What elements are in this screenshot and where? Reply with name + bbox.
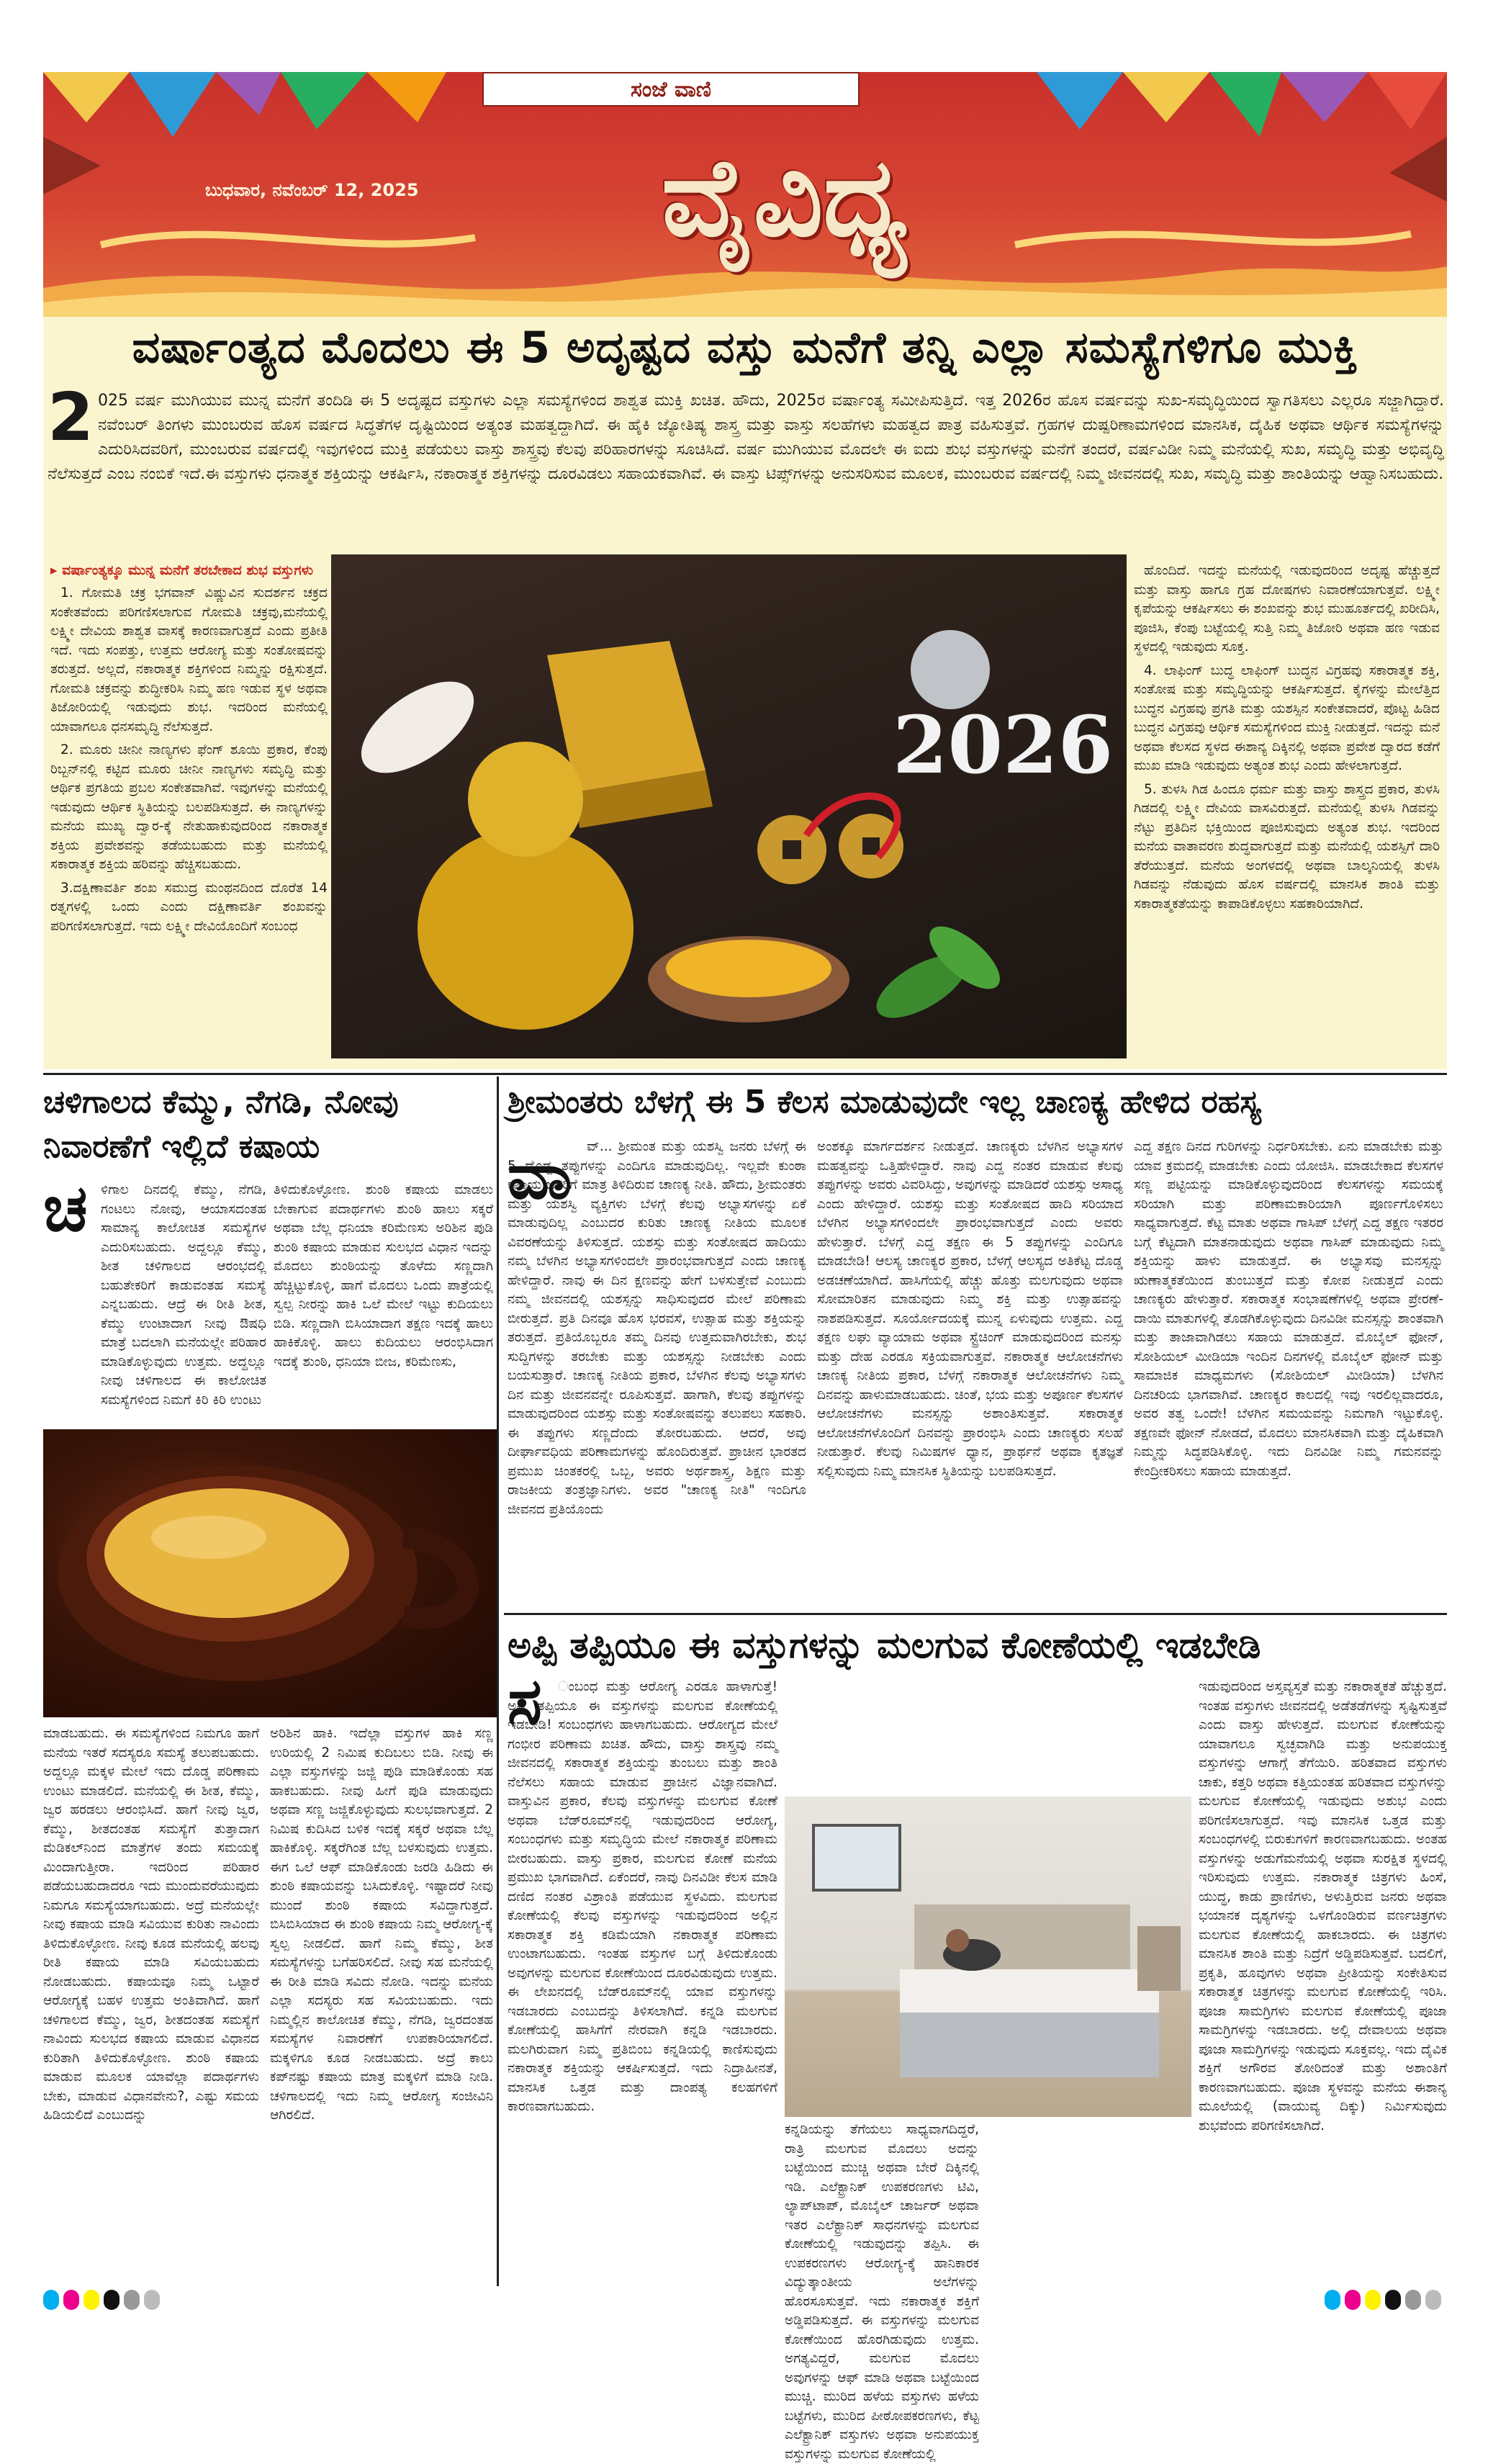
chanakya-col-1: ವ್... ಶ್ರೀಮಂತ ಮತ್ತು ಯಶಸ್ವಿ ಜನರು ಬೆಳಗ್ಗೆ ಈ 5 ದೊಡ್ಡ ತಪ್ಪುಗಳನ್ನು ಎಂದಿಗೂ ಮಾಡುವುದಿಲ್ಲ. ಇಲ್ಲವೇ ಕುಂಠಾ ಕಷಾಯ ಜನರಿಗೆ ಮಾತ್ರ ತಿಳಿದಿರುವ ಚಾಣಕ್ಯ ನೀತಿ. ಹೌದು, ಶ್ರೀಮಂತರು ಮತ್ತು ಯಶಸ್ವಿ ವ್ಯಕ್ತಿಗಳು ಬೆಳಗ್ಗೆ ಕೆಲವು ಅಭ್ಯಾಸಗಳನ್ನು ಏಕೆ ಮಾಡುವುದಿಲ್ಲ ಎಂಬುದರ ಕುರಿತು ಚಾಣಕ್ಯ ನೀತಿಯ ಮೂಲಕ ವಿವರಣೆಯನ್ನು ತಿಳಿಸುತ್ತದೆ. ಯಶಸ್ಸು ಮತ್ತು ಸಂತೋಷದ ಹಾದಿಯು ನಮ್ಮ ಬೆಳಗಿನ ಅಭ್ಯಾಸಗಳಿಂದಲೇ ಪ್ರಾರಂಭವಾಗುತ್ತದೆ ಎಂದು ಚಾಣಕ್ಯ ಹೇಳಿದ್ದಾರೆ. ನಾವು ಈ ದಿನ ಕ್ಷಣವನ್ನು ಹೇಗೆ ಬಳಸುತ್ತೇವೆ ಎಂಬುದು ನಮ್ಮ ಜೀವನದಲ್ಲಿ ಯಶಸ್ಸನ್ನು ಸಾಧಿಸುವುದರ ಮೇಲೆ ಪರಿಣಾಮ ಬೀರುತ್ತದೆ. ಪ್ರತಿ ದಿನವೂ ಹೊಸ ಭರವಸೆ, ಉತ್ಸಾಹ ಮತ್ತು ಶಕ್ತಿಯನ್ನು ತರುತ್ತದೆ. ಪ್ರತಿಯೊಬ್ಬರೂ ತಮ್ಮ ದಿನವು ಉತ್ತಮವಾಗಿರಬೇಕು, ಶುಭ ಸುದ್ದಿಗಳನ್ನು ತರಬೇಕು ಮತ್ತು ಯಶಸ್ಸನ್ನು ನೀಡಬೇಕು ಎಂದು ಬಯಸುತ್ತಾರೆ. ಚಾಣಕ್ಯ ನೀತಿಯ ಪ್ರಕಾರ, ಬೆಳಗಿನ ಕೆಲವು ಅಭ್ಯಾಸಗಳು ದಿನ ಮತ್ತು ಜೀವನವನ್ನೇ ರೂಪಿಸುತ್ತವೆ. ಹಾಗಾಗಿ, ಕೆಲವು ತಪ್ಪುಗಳನ್ನು ಮಾಡುವುದರಿಂದ ಯಶಸ್ಸು ಮತ್ತು ಸಂತೋಷವನ್ನು ತಲುಪಲು ಸಹಕಾರಿ. ಈ ತಪ್ಪುಗಳು ಸಣ್ಣದೆಂದು ತೋರಬಹುದು. ಆದರೆ, ಅವು ದೀರ್ಘಾವಧಿಯ ಪರಿಣಾಮಗಳನ್ನು ಹೊಂದಿರುತ್ತವೆ. ಪ್ರಾಚೀನ ಭಾರತದ ಪ್ರಮುಖ ಚಿಂತಕರಲ್ಲಿ ಒಬ್ಬ, ಅವರು ಅರ್ಥಶಾಸ್ತ್ರ, ಶಿಕ್ಷಣ ಮತ್ತು ರಾಜಕೀಯ ತಂತ್ರಜ್ಞಾನಿಗಳು. ಅವರ "ಚಾಣಕ್ಯ ನೀತಿ" ಇಂದಿಗೂ ಜೀವನದ ಪ್ರತಿಯೊಂದು <box>508 1139 806 1517</box>
wall-painting-icon <box>813 1825 900 1890</box>
kashaya-col-1: ಳಿಗಾಲ ದಿನದಲ್ಲಿ ಕೆಮ್ಮು, ನೆಗಡಿ, ಗಂಟಲು ನೋವು, ಆಯಾಸದಂತಹ ಸಾಮಾನ್ಯ ಕಾಲೋಚಿತ ಸಮಸ್ಯೆಗಳ ಎದುರಿಸಬಹುದು. ಅದ್ದಲ್ಲೂ ಕೆಮ್ಮು, ಶೀತ ಚಳಿಗಾಲದ ಆರಂಭದಲ್ಲಿ ಬಹುತೇಕರಿಗೆ ಕಾಡುವಂತಹ ಸಮಸ್ಯೆ ಎನ್ನಬಹುದು. ಆದ್ರೆ ಈ ರೀತಿ ಶೀತ, ಕೆಮ್ಮು ಉಂಟಾದಾಗ ನೀವು ಔಷಧಿ ಮಾತ್ರೆ ಬದಲಾಗಿ ಮನೆಯಲ್ಲೇ ಪರಿಹಾರ ಮಾಡಿಕೊಳ್ಳುವುದು ಉತ್ತಮ. ಅದ್ದಲ್ಲೂ ನೀವು ಚಳಿಗಾಲದ ಈ ಕಾಲೋಚಿತ ಸಮಸ್ಯೆಗಳಿಂದ ನಿಮಗೆ ಕಿರಿ ಕಿರಿ ಉಂಟು <box>101 1182 266 1408</box>
bedroom-illustration <box>785 1797 1191 2117</box>
bedroom-col-2b <box>990 2121 1191 2283</box>
chanakya-headline: ಶ್ರೀಮಂತರು ಬೆಳಗ್ಗೆ ಈ 5 ಕೆಲಸ ಮಾಡುವುದೇ ಇಲ್ಲ ಚಾಣಕ್ಯ ಹೇಳಿದ ರಹಸ್ಯ <box>508 1084 1261 1120</box>
tea-cup-illustration <box>43 1429 497 1717</box>
lead-para: ಹೊಂದಿದೆ. ಇದನ್ನು ಮನೆಯಲ್ಲಿ ಇಡುವುದರಿಂದ ಅದೃಷ್ಟ ಹೆಚ್ಚುತ್ತದೆ ಮತ್ತು ವಾಸ್ತು ಹಾಗೂ ಗ್ರಹ ದೋಷಗಳು ನಿವಾರಣೆಯಾಗುತ್ತವೆ. ಲಕ್ಷ್ಮೀ ಕೃಪೆಯನ್ನು ಆಕರ್ಷಿಸಲು ಈ ಶಂಖವನ್ನು ಶುಭ ಮುಹೂರ್ತದಲ್ಲಿ ಖರೀದಿಸಿ, ಪೂಜಿಸಿ, ಕೆಂಪು ಬಟ್ಟೆಯಲ್ಲಿ ಸುತ್ತಿ ನಿಮ್ಮ ತಿಜೋರಿ ಅಥವಾ ಹಣ ಇಡುವ ಸ್ಥಳದಲ್ಲಿ ಇಡುವುದು ಸೂಕ್ತ. <box>1134 563 1440 655</box>
kashaya-col-3: ಮಾಡಬಹುದು. ಈ ಸಮಸ್ಯೆಗಳಿಂದ ನಿಮಗೂ ಹಾಗೆ ಮನೆಯ ಇತರೆ ಸದಸ್ಯರೂ ಸಮಸ್ಯೆ ತಲುಪಬಹುದು. ಅದ್ದಲ್ಲೂ ಮಕ್ಕಳ ಮೇಲೆ ಇದು ದೊಡ್ಡ ಪರಿಣಾಮ ಉಂಟು ಮಾಡಲಿದೆ. ಮನೆಯಲ್ಲಿ ಈ ಶೀತ, ಕೆಮ್ಮು, ಜ್ವರ ಹರಡಲು ಆರಂಭಿಸಿದೆ. ಹಾಗೆ ನೀವು ಜ್ವರ, ಕೆಮ್ಮು, ಶೀತದಂತಹ ಸಮಸ್ಯೆಗೆ ತುತ್ತಾದಾಗ ಮೆಡಿಕಲ್‌ನಿಂದ ಮಾತ್ರೆಗಳ ತಂದು ಸಮಯಕ್ಕೆ ಮಿಂದಾಗುತ್ತೀರಾ. ಇದರಿಂದ ಪರಿಹಾರ ಪಡೆಯಬಹುದಾದರೂ ಇದು ಮುಂದುವರೆಯುವುದು ನಿಮಗೂ ಸಮಸ್ಯೆಯಾಗಬಹುದು. ಅದ್ರೆ ಮನೆಯಲ್ಲೇ ನೀವು ಕಷಾಯ ಮಾಡಿ ಸವಿಯುವ ಕುರಿತು ನಾವಿಂದು ತಿಳಿದುಕೊಳ್ಳೋಣ. ನೀವು ಕೂಡ ಮನೆಯಲ್ಲಿ ಹಲವು ರೀತಿ ಕಷಾಯ ಮಾಡಿ ಸವಿಯಬಹುದು ನೋಡಬಹುದು. ಕಷಾಯವೂ ನಿಮ್ಮ ಒಟ್ಟಾರೆ ಆರೋಗ್ಯಕ್ಕೆ ಬಹಳ ಉತ್ತಮ ಅಂತಿವಾಗಿದೆ. ಹಾಗೆ ಚಳಿಗಾಲದ ಕೆಮ್ಮು, ಜ್ವರ, ಶೀತದಂತಹ ಸಮಸ್ಯೆಗೆ ನಾವಿಂದು ಸುಲಭದ ಕಷಾಯ ಮಾಡುವ ವಿಧಾನದ ಕುರಿತಾಗಿ ತಿಳಿದುಕೊಳ್ಳೋಣ. ಶುಂಠಿ ಕಷಾಯ ಮಾಡುವ ಮೂಲಕ ಯಾವೆಲ್ಲಾ ಪದಾರ್ಥಗಳು ಬೇಕು, ಮಾಡುವ ವಿಧಾನವೇನು?, ಎಷ್ಟು ಸಮಯ ಹಿಡಿಯಲಿದೆ ಎಂಬುದನ್ನು <box>43 1726 259 2123</box>
bedroom-dropcap: ಸ <box>508 1663 542 1740</box>
kashaya-dropcap: ಚ <box>43 1170 88 1246</box>
lead-intro-text: 025 ವರ್ಷ ಮುಗಿಯುವ ಮುನ್ನ ಮನೆಗೆ ತಂದಿಡಿ ಈ 5 ಅದೃಷ್ಟದ ವಸ್ತುಗಳು ಎಲ್ಲಾ ಸಮಸ್ಯೆಗಳಿಂದ ಶಾಶ್ವತ ಮುಕ್ತಿ ಖಚಿತ. ಹೌದು, 2025ರ ವರ್ಷಾಂತ್ಯ ಸಮೀಪಿಸುತ್ತಿದೆ. ಇತ್ತ 2026ರ ಹೊಸ ವರ್ಷವನ್ನು ಸುಖ-ಸಮೃದ್ಧಿಯಿಂದ ಸ್ವಾಗತಿಸಲು ಎಲ್ಲರೂ ಸಜ್ಜಾಗಿದ್ದಾರೆ. ನವೆಂಬರ್ ತಿಂಗಳು ಮುಂಬರುವ ಹೊಸ ವರ್ಷದ ಸಿದ್ಧತೆಗಳ ದೃಷ್ಟಿಯಿಂದ ಅತ್ಯಂತ ಮಹತ್ವದ್ದಾಗಿದೆ. ಈ ಹೈಕಿ ಜ್ಯೋತಿಷ್ಯ ಶಾಸ್ತ್ರ ಮತ್ತು ವಾಸ್ತು ಸಲಹೆಗಳು ಮಹತ್ವದ ಪಾತ್ರ ವಹಿಸುತ್ತವೆ. ಗ್ರಹಗಳ ದುಷ್ಪರಿಣಾಮಗಳಿಂದ ಮಾನಸಿಕ, ದೈಹಿಕ ಅಥವಾ ಆರ್ಥಿಕ ಸಮಸ್ಯೆಗಳನ್ನು ಎದುರಿಸಿದವರಿಗೆ, ಮುಂಬರುವ ವರ್ಷದಲ್ಲಿ ಇವುಗಳಿಂದ ಮುಕ್ತಿ ಪಡೆಯಲು ವಾಸ್ತು ಶಾಸ್ತ್ರವು ಕೆಲವು ಪರಿಹಾರಗಳನ್ನು ಸೂಚಿಸಿದೆ. ವರ್ಷ ಮುಗಿಯುವ ಮೊದಲೇ ಈ ಐದು ಶುಭ ವಸ್ತುಗಳನ್ನು ಮನೆಗೆ ತಂದರೆ, ವರ್ಷವಿಡೀ ನಿಮ್ಮ ಮನೆಯಲ್ಲಿ ಸುಖ, ಸಮೃದ್ಧಿ ಮತ್ತು ಅಭಿವೃದ್ಧಿ ನೆಲೆಸುತ್ತದೆ ಎಂಬ ನಂಬಿಕೆ ಇದೆ.ಈ ವಸ್ತುಗಳು ಧನಾತ್ಮಕ ಶಕ್ತಿಯನ್ನು ಆಕರ್ಷಿಸಿ, ನಕಾರಾತ್ಮಕ ಶಕ್ತಿಗಳನ್ನು ದೂರವಿಡಲು ಸಹಾಯಕವಾಗಿವೆ. ಈ ವಾಸ್ತು ಟಿಪ್ಸ್‌ಗಳನ್ನು ಅನುಸರಿಸುವ ಮೂಲಕ, ಮುಂಬರುವ ವರ್ಷದಲ್ಲಿ ನಿಮ್ಮ ಜೀವನದಲ್ಲಿ ಸುಖ, ಸಮೃದ್ಧಿ ಮತ್ತು ಶಾಂತಿಯನ್ನು ಆಹ್ವಾನಿಸಬಹುದು. <box>48 392 1444 483</box>
ginger-tea-photo <box>43 1429 497 1717</box>
lead-para: 1. ಗೋಮತಿ ಚಕ್ರ ಭಗವಾನ್ ವಿಷ್ಣುವಿನ ಸುದರ್ಶನ ಚಕ್ರದ ಸಂಕೇತವೆಂದು ಪರಿಗಣಿಸಲಾಗುವ ಗೋಮತಿ ಚಕ್ರವು,ಮನೆಯಲ್ಲಿ ಲಕ್ಷ್ಮೀ ದೇವಿಯ ಶಾಶ್ವತ ವಾಸಕ್ಕೆ ಕಾರಣವಾಗುತ್ತದೆ ಎಂದು ಪ್ರತೀತಿ ಇದೆ. ಇದು ಸಂಪತ್ತು, ಉತ್ತಮ ಆರೋಗ್ಯ ಮತ್ತು ಸಂತೋಷವನ್ನು ತರುತ್ತದೆ. ಅಲ್ಲದೆ, ನಕಾರಾತ್ಮಕ ಶಕ್ತಿಗಳಿಂದ ನಿಮ್ಮನ್ನು ರಕ್ಷಿಸುತ್ತದೆ. ಗೋಮತಿ ಚಕ್ರವನ್ನು ಶುದ್ಧೀಕರಿಸಿ ನಿಮ್ಮ ಹಣ ಇಡುವ ಸ್ಥಳ ಅಥವಾ ತಿಜೋರಿಯಲ್ಲಿ ಇಡುವುದು ಶುಭ. ಇದರಿಂದ ಮನೆಯಲ್ಲಿ ಯಾವಾಗಲೂ ಧನಸಮೃದ್ಧಿ ನೆಲೆಸುತ್ತದೆ. <box>50 585 328 734</box>
newspaper-brand: ಸಂಜೆ ವಾಣಿ <box>482 72 860 107</box>
issue-date: ಬುಧವಾರ, ನವೆಂಬರ್ 12, 2025 <box>205 180 419 200</box>
lead-right-column <box>1134 562 1440 1058</box>
kashaya-headline: ಚಳಿಗಾಲದ ಕೆಮ್ಮು, ನೆಗಡಿ, ನೋವು ನಿವಾರಣೆಗೆ ಇಲ್ಲಿದೆ ಕಷಾಯ <box>43 1084 399 1165</box>
bedroom-col-2: ಕನ್ನಡಿಯನ್ನು ತೆಗೆಯಲು ಸಾಧ್ಯವಾಗದಿದ್ದರೆ, ರಾತ್ರಿ ಮಲಗುವ ಮೊದಲು ಅದನ್ನು ಬಟ್ಟೆಯಿಂದ ಮುಚ್ಚಿ ಅಥವಾ ಬೇರೆ ದಿಕ್ಕಿನಲ್ಲಿ ಇಡಿ. ಎಲೆಕ್ಟ್ರಾನಿಕ್ ಉಪಕರಣಗಳು ಟಿವಿ, ಲ್ಯಾಪ್‌ಟಾಪ್, ಮೊಬೈಲ್ ಚಾರ್ಜರ್ ಅಥವಾ ಇತರ ಎಲೆಕ್ಟ್ರಾನಿಕ್ ಸಾಧನಗಳನ್ನು ಮಲಗುವ ಕೋಣೆಯಲ್ಲಿ ಇಡುವುದನ್ನು ತಪ್ಪಿಸಿ. ಈ ಉಪಕರಣಗಳು ಆರೋಗ್ಯ-ಕ್ಕೆ ಹಾನಿಕಾರಕ ವಿದ್ಯುತ್ಕಾಂತೀಯ ಅಲೆಗಳನ್ನು ಹೊರಸೂಸುತ್ತವೆ. ಇದು ನಕಾರಾತ್ಮಕ ಶಕ್ತಿಗೆ ಅಡ್ಡಿಪಡಿಸುತ್ತದೆ. ಈ ವಸ್ತುಗಳನ್ನು ಮಲಗುವ ಕೋಣೆಯಿಂದ ಹೊರಗಿಡುವುದು ಉತ್ತಮ. ಅಗತ್ಯವಿದ್ದರೆ, ಮಲಗುವ ಮೊದಲು ಅವುಗಳನ್ನು ಆಫ್ ಮಾಡಿ ಅಥವಾ ಬಟ್ಟೆಯಿಂದ ಮುಚ್ಚಿ. ಮುರಿದ ಹಳೆಯ ವಸ್ತುಗಳು ಹಳೆಯ ಬಟ್ಟೆಗಳು, ಮುರಿದ ಪೀಠೋಪಕರಣಗಳು, ಕೆಟ್ಟ ಎಲೆಕ್ಟ್ರಾನಿಕ್ ವಸ್ತುಗಳು ಅಥವಾ ಅನುಪಯುಕ್ತ ವಸ್ತುಗಳನ್ನು ಮಲಗುವ ಕೋಣೆಯಲ್ಲಿ <box>785 2122 979 2462</box>
section-divider <box>504 1613 1447 1615</box>
triangle-bullet-icon: ▸ <box>50 562 63 578</box>
lead-subheading: ▸ ವರ್ಷಾಂತ್ಯಕ್ಕೂ ಮುನ್ನ ಮನೆಗೆ ತರಬೇಕಾದ ಶುಭ ವಸ್ತುಗಳು <box>50 562 314 578</box>
lead-para: 5. ತುಳಸಿ ಗಿಡ ಹಿಂದೂ ಧರ್ಮ ಮತ್ತು ವಾಸ್ತು ಶಾಸ್ತ್ರದ ಪ್ರಕಾರ, ತುಳಸಿ ಗಿಡದಲ್ಲಿ ಲಕ್ಷ್ಮೀ ದೇವಿಯ ವಾಸವಿರುತ್ತದೆ. ಮನೆಯಲ್ಲಿ ತುಳಸಿ ಗಿಡವನ್ನು ನೆಟ್ಟು ಪ್ರತಿದಿನ ಭಕ್ತಿಯಿಂದ ಪೂಜಿಸುವುದು ಅತ್ಯಂತ ಶುಭ. ಇದರಿಂದ ಮನೆಯ ವಾತಾವರಣ ಶುದ್ಧವಾಗುತ್ತದೆ ಮತ್ತು ಮನೆಯಲ್ಲಿ ಯಶಸ್ಸಿಗೆ ದಾರಿ ತೆರೆಯುತ್ತದೆ. ಮನೆಯ ಅಂಗಳದಲ್ಲಿ ಅಥವಾ ಬಾಲ್ಕನಿಯಲ್ಲಿ ತುಳಸಿ ಗಿಡವನ್ನು ನೆಡುವುದು ಹೊಸ ವರ್ಷದಲ್ಲಿ ಮಾನಸಿಕ ಶಾಂತಿ ಮತ್ತು ಸಕಾರಾತ್ಮಕತೆಯನ್ನು ಕಾಪಾಡಿಕೊಳ್ಳಲು ಸಹಕಾರಿಯಾಗಿದೆ. <box>1134 781 1440 912</box>
conch-shell-icon <box>346 664 489 791</box>
kashaya-col-2: ತಿಳಿದುಕೊಳ್ಳೋಣ. ಶುಂಠಿ ಕಷಾಯ ಮಾಡಲು ಬೇಕಾಗುವ ಪದಾರ್ಥಗಳು ಶುಂಠಿ ಹಾಲು ಸಕ್ಕರೆ ಅಥವಾ ಬೆಲ್ಲ ಧನಿಯಾ ಕರಿಮೆಣಸು ಅರಿಶಿನ ಪುಡಿ ಶುಂಠಿ ಕಷಾಯ ಮಾಡುವ ಸುಲಭದ ವಿಧಾನ ಇದನ್ನು ಮೊದಲು ಶುಂಠಿಯನ್ನು ತೊಳೆದು ಸಣ್ಣದಾಗಿ ಹೆಚ್ಚಿಟ್ಟುಕೊಳ್ಳಿ, ಹಾಗೆ ಮೊದಲು ಒಂದು ಪಾತ್ರೆಯಲ್ಲಿ ಸ್ವಲ್ಪ ನೀರನ್ನು ಹಾಕಿ ಒಲೆ ಮೇಲೆ ಇಟ್ಟು ಕುದಿಯಲು ಬಿಡಿ. ಸಣ್ಣದಾಗಿ ಬಿಸಿಯಾದಾಗ ತಕ್ಷಣ ಇದಕ್ಕೆ ಹಾಲು ಹಾಕಿಕೊಳ್ಳಿ. ಹಾಲು ಕುದಿಯಲು ಆರಂಭಿಸಿದಾಗ ಇದಕ್ಕೆ ಶುಂಠಿ, ಧನಿಯಾ ಬೀಜ, ಕರಿಮೆಣಸು, <box>274 1182 493 1370</box>
lead-left-column <box>50 562 328 1058</box>
year-2026-text: 2026 <box>893 698 1114 791</box>
print-registration-marks <box>1325 2290 1441 2310</box>
chanakya-col-2: ಅಂಶಕ್ಕೂ ಮಾರ್ಗದರ್ಶನ ನೀಡುತ್ತದೆ. ಚಾಣಕ್ಯರು ಬೆಳಗಿನ ಅಭ್ಯಾಸಗಳ ಮಹತ್ವವನ್ನು ಒತ್ತಿಹೇಳಿದ್ದಾರೆ. ನಾವು ಎದ್ದ ನಂತರ ಮಾಡುವ ಕೆಲವು ತಪ್ಪುಗಳನ್ನು ಅವರು ವಿವರಿಸಿದ್ದು, ಅವುಗಳನ್ನು ಮಾಡಿದರೆ ಯಶಸ್ಸು ಅಸಾಧ್ಯ ಎಂದು ಹೇಳಿದ್ದಾರೆ. ಯಶಸ್ಸು ಮತ್ತು ಸಂತೋಷದ ಹಾದಿ ಸರಿಯಾದ ಬೆಳಗಿನ ಅಭ್ಯಾಸಗಳಿಂದಲೇ ಪ್ರಾರಂಭವಾಗುತ್ತದೆ ಎಂದು ಅವರು ಹೇಳುತ್ತಾರೆ. ಬೆಳಗ್ಗೆ ಎದ್ದ ತಕ್ಷಣ ಈ 5 ತಪ್ಪುಗಳನ್ನು ಎಂದಿಗೂ ಮಾಡಬೇಡಿ! ಆಲಸ್ಯ ಚಾಣಕ್ಯರ ಪ್ರಕಾರ, ಬೆಳಗ್ಗೆ ಆಲಸ್ಯದ ಅತಿಕೆಟ್ಟ ದೊಡ್ಡ ಅಡಚಣೆಯಾಗಿದೆ. ಹಾಸಿಗೆಯಲ್ಲಿ ಹೆಚ್ಚು ಹೊತ್ತು ಮಲಗುವುದು ಅಥವಾ ಸೋಮಾರಿತನ ಮಾಡುವುದು ನಿಮ್ಮ ಶಕ್ತಿ ಮತ್ತು ಉತ್ಸಾಹವನ್ನು ನಾಶಪಡಿಸುತ್ತದೆ. ಸೂರ್ಯೋದಯಕ್ಕೆ ಮುನ್ನ ಏಳುವುದು ಉತ್ತಮ. ಎದ್ದ ತಕ್ಷಣ ಲಘು ವ್ಯಾಯಾಮ ಅಥವಾ ಸ್ಟ್ರೆಚಿಂಗ್ ಮಾಡುವುದರಿಂದ ಮನಸ್ಸು ಮತ್ತು ದೇಹ ಎರಡೂ ಸಕ್ರಿಯವಾಗುತ್ತವೆ. ನಕಾರಾತ್ಮಕ ಆಲೋಚನೆಗಳು ಚಾಣಕ್ಯ ನೀತಿಯ ಪ್ರಕಾರ, ಬೆಳಗ್ಗೆ ನಕಾರಾತ್ಮಕ ಆಲೋಚನೆಗಳು ನಿಮ್ಮ ದಿನವನ್ನು ಹಾಳುಮಾಡಬಹುದು. ಚಿಂತೆ, ಭಯ ಮತ್ತು ಅಪೂರ್ಣ ಕೆಲಸಗಳ ಆಲೋಚನೆಗಳು ಮನಸ್ಸನ್ನು ಅಶಾಂತಿಸುತ್ತವೆ. ಸಕಾರಾತ್ಮಕ ಆಲೋಚನೆಗಳೊಂದಿಗೆ ದಿನವನ್ನು ಪ್ರಾರಂಭಿಸಿ ಎಂದು ಚಾಣಕ್ಯರು ಸಲಹೆ ನೀಡುತ್ತಾರೆ. ಕೆಲವು ನಿಮಿಷಗಳ ಧ್ಯಾನ, ಪ್ರಾರ್ಥನೆ ಅಥವಾ ಕೃತಜ್ಞತೆ ಸಲ್ಲಿಸುವುದು ನಿಮ್ಮ ಮಾನಸಿಕ ಸ್ಥಿತಿಯನ್ನು ಬಲಪಡಿಸುತ್ತದೆ. <box>817 1139 1123 1479</box>
lead-para: 4. ಲಾಫಿಂಗ್ ಬುದ್ಧ ಲಾಫಿಂಗ್ ಬುದ್ಧನ ವಿಗ್ರಹವು ಸಕಾರಾತ್ಮಕ ಶಕ್ತಿ, ಸಂತೋಷ ಮತ್ತು ಸಮೃದ್ಧಿಯನ್ನು ಆಕರ್ಷಿಸುತ್ತದೆ. ಕೈಗಳನ್ನು ಮೇಲೆತ್ತಿದ ಬುದ್ಧನ ವಿಗ್ರಹವು ಪ್ರಗತಿ ಮತ್ತು ಯಶಸ್ಸಿನ ಸಂಕೇತವಾದರೆ, ಪೊಟ್ಟ ಹಿಡಿದ ಬುದ್ಧನ ವಿಗ್ರಹವು ಆರ್ಥಿಕ ಸಮಸ್ಯೆಗಳಿಂದ ಮುಕ್ತಿ ನೀಡುತ್ತದೆ. ಇದನ್ನು ಮನೆ ಅಥವಾ ಕೆಲಸದ ಸ್ಥಳದ ಈಶಾನ್ಯ ದಿಕ್ಕಿನಲ್ಲಿ ಅಥವಾ ಪ್ರವೇಶ ದ್ವಾರದ ಕಡೆಗೆ ಮುಖ ಮಾಡಿ ಇಡುವುದು ಅತ್ಯಂತ ಶುಭ ಎಂದು ಹೇಳಲಾಗುತ್ತದೆ. <box>1134 662 1440 773</box>
armchair-icon <box>1137 1926 1181 1991</box>
section-divider <box>43 1073 1447 1075</box>
chanakya-dropcap: ವಾ <box>508 1138 572 1214</box>
chanakya-col-3: ಎದ್ದ ತಕ್ಷಣ ದಿನದ ಗುರಿಗಳನ್ನು ನಿರ್ಧರಿಸಬೇಕು. ಏನು ಮಾಡಬೇಕು ಮತ್ತು ಯಾವ ಕ್ರಮದಲ್ಲಿ ಮಾಡಬೇಕು ಎಂದು ಯೋಜಿಸಿ. ಮಾಡಬೇಕಾದ ಕೆಲಸಗಳ ಸಣ್ಣ ಪಟ್ಟಿಯನ್ನು ಮಾಡಿಕೊಳ್ಳುವುದರಿಂದ ಕೆಲಸಗಳನ್ನು ಸಮಯಕ್ಕೆ ಸರಿಯಾಗಿ ಮತ್ತು ಪರಿಣಾಮಕಾರಿಯಾಗಿ ಪೂರ್ಣಗೊಳಿಸಲು ಸಾಧ್ಯವಾಗುತ್ತದೆ. ಕೆಟ್ಟ ಮಾತು ಅಥವಾ ಗಾಸಿಪ್ ಬೆಳಗ್ಗೆ ಎದ್ದ ತಕ್ಷಣ ಇತರರ ಬಗ್ಗೆ ಕೆಟ್ಟದಾಗಿ ಮಾತನಾಡುವುದು ಅಥವಾ ಗಾಸಿಪ್ ಮಾಡುವುದು ನಿಮ್ಮ ಶಕ್ತಿಯನ್ನು ಹಾಳು ಮಾಡುತ್ತದೆ. ಈ ಅಭ್ಯಾಸವು ಮನಸ್ಸನ್ನು ಋಣಾತ್ಮಕತೆಯಿಂದ ತುಂಬುತ್ತದೆ ಮತ್ತು ಕೋಪ ನೀಡುತ್ತದೆ ಎಂದು ಚಾಣಕ್ಯರು ಹೇಳುತ್ತಾರೆ. ಸಕಾರಾತ್ಮಕ ಸಂಭಾಷಣೆಗಳಲ್ಲಿ ಅಥವಾ ಪ್ರೇರಣೆ-ದಾಯಿ ಮಾತುಗಳಲ್ಲಿ ತೊಡಗಿಕೊಳ್ಳುವುದು ದಿನವಿಡೀ ಮನಸ್ಸನ್ನು ಶಾಂತವಾಗಿ ಮತ್ತು ತಾಜಾವಾಗಿಡಲು ಸಹಾಯ ಮಾಡುತ್ತದೆ. ಮೊಬೈಲ್ ಫೋನ್, ಸೋಶಿಯಲ್ ಮೀಡಿಯಾ ಇಂದಿನ ದಿನಗಳಲ್ಲಿ ಮೊಬೈಲ್ ಫೋನ್ ಮತ್ತು ಸಾಮಾಜಿಕ ಮಾಧ್ಯಮಗಳು (ಸೋಶಿಯಲ್ ಮೀಡಿಯಾ) ಬೆಳಗಿನ ದಿನಚರಿಯ ಭಾಗವಾಗಿವೆ. ಚಾಣಕ್ಯರ ಕಾಲದಲ್ಲಿ ಇವು ಇರಲಿಲ್ಲವಾದರೂ, ಅವರ ತತ್ವ ಒಂದೇ! ಬೆಳಗಿನ ಸಮಯವನ್ನು ನಿಮಗಾಗಿ ಇಟ್ಟುಕೊಳ್ಳಿ. ತಕ್ಷಣವೇ ಫೋನ್ ನೋಡದೆ, ಮೊದಲು ಮಾನಸಿಕವಾಗಿ ಮತ್ತು ದೈಹಿಕವಾಗಿ ನಿಮ್ಮನ್ನು ಸಿದ್ಧಪಡಿಸಿಕೊಳ್ಳಿ. ಇದು ದಿನವಿಡೀ ನಿಮ್ಮ ಗಮನವನ್ನು ಕೇಂದ್ರೀಕರಿಸಲು ಸಹಾಯ ಮಾಡುತ್ತದೆ. <box>1134 1139 1443 1479</box>
bedroom-headline: ಅಪ್ಪಿ ತಪ್ಪಿಯೂ ಈ ವಸ್ತುಗಳನ್ನು ಮಲಗುವ ಕೋಣೆಯಲ್ಲಿ ಇಡಬೇಡಿ <box>508 1624 1261 1666</box>
lead-para: 3.ದಕ್ಷಿಣಾವರ್ತಿ ಶಂಖ ಸಮುದ್ರ ಮಂಥನದಿಂದ ದೊರೆತ 14 ರತ್ನಗಳಲ್ಲಿ ಒಂದು ಎಂದು ದಕ್ಷಿಣಾವರ್ತಿ ಶಂಖವನ್ನು ಪರಿಗಣಿಸಲಾಗುತ್ತದೆ. ಇದು ಲಕ್ಷ್ಮೀ ದೇವಿಯೊಂದಿಗೆ ಸಂಬಂಧ <box>50 880 328 934</box>
lead-dropcap: 2 <box>48 379 94 456</box>
bedroom-col-1: ಂಬಂಧ ಮತ್ತು ಆರೋಗ್ಯ ಎರಡೂ ಹಾಳಾಗುತ್ತೆ! ಅಪ್ಪಿ ತಪ್ಪಿಯೂ ಈ ವಸ್ತುಗಳನ್ನು ಮಲಗುವ ಕೋಣೆಯಲ್ಲಿ ಇಡಬೇಡಿ! ಸಂಬಂಧಗಳು ಹಾಳಾಗಬಹುದು. ಆರೋಗ್ಯದ ಮೇಲೆ ಗಂಭೀರ ಪರಿಣಾಮ ಖಚಿತ. ಹೌದು, ವಾಸ್ತು ಶಾಸ್ತ್ರವು ನಮ್ಮ ಜೀವನದಲ್ಲಿ ಸಕಾರಾತ್ಮಕ ಶಕ್ತಿಯನ್ನು ತುಂಬಲು ಮತ್ತು ಶಾಂತಿ ನೆಲೆಸಲು ಸಹಾಯ ಮಾಡುವ ಪ್ರಾಚೀನ ವಿಜ್ಞಾನವಾಗಿದೆ. ವಾಸ್ತುವಿನ ಪ್ರಕಾರ, ಕೆಲವು ವಸ್ತುಗಳನ್ನು ಮಲಗುವ ಕೋಣೆ ಅಥವಾ ಬೆಡ್‌ರೂಮ್‌ನಲ್ಲಿ ಇಡುವುದರಿಂದ ಆರೋಗ್ಯ, ಸಂಬಂಧಗಳು ಮತ್ತು ಸಮೃದ್ಧಿಯ ಮೇಲೆ ನಕಾರಾತ್ಮಕ ಪರಿಣಾಮ ಬೀರಬಹುದು. ವಾಸ್ತು ಪ್ರಕಾರ, ಮಲಗುವ ಕೋಣೆ ಮನೆಯ ಪ್ರಮುಖ ಭಾಗವಾಗಿದೆ. ಏಕೆಂದರೆ, ನಾವು ದಿನವಿಡೀ ಕೆಲಸ ಮಾಡಿ ದಣಿದ ನಂತರ ವಿಶ್ರಾಂತಿ ಪಡೆಯುವ ಸ್ಥಳವಿದು. ಮಲಗುವ ಕೋಣೆಯಲ್ಲಿ ಕೆಲವು ವಸ್ತುಗಳನ್ನು ಇಡುವುದರಿಂದ ಅಲ್ಲಿನ ಸಕಾರಾತ್ಮಕ ಶಕ್ತಿ ಕಡಿಮೆಯಾಗಿ ನಕಾರಾತ್ಮಕ ಪರಿಣಾಮ ಉಂಟಾಗಬಹುದು. ಇಂತಹ ವಸ್ತುಗಳ ಬಗ್ಗೆ ತಿಳಿದುಕೊಂಡು ಅವುಗಳನ್ನು ಮಲಗುವ ಕೋಣೆಯಿಂದ ದೂರವಿಡುವುದು ಉತ್ತಮ. ಈ ಲೇಖನದಲ್ಲಿ ಬೆಡ್‌ರೂಮ್‌ನಲ್ಲಿ ಯಾವ ವಸ್ತುಗಳನ್ನು ಇಡಬಾರದು ಎಂಬುದನ್ನು ತಿಳಿಸಲಾಗಿದೆ. ಕನ್ನಡಿ ಮಲಗುವ ಕೋಣೆಯಲ್ಲಿ ಹಾಸಿಗೆಗೆ ನೇರವಾಗಿ ಕನ್ನಡಿ ಇಡಬಾರದು. ಮಲಗಿರುವಾಗ ನಿಮ್ಮ ಪ್ರತಿಬಿಂಬ ಕನ್ನಡಿಯಲ್ಲಿ ಕಾಣಿಸುವುದು ನಕಾರಾತ್ಮಕ ಶಕ್ತಿಯನ್ನು ಆಕರ್ಷಿಸುತ್ತದೆ. ಇದು ನಿದ್ರಾಹೀನತೆ, ಮಾನಸಿಕ ಒತ್ತಡ ಮತ್ತು ದಾಂಪತ್ಯ ಕಲಹಗಳಿಗೆ ಕಾರಣವಾಗಬಹುದು. <box>508 1679 777 2114</box>
section-title: ವೈವಿಧ್ಯ <box>662 133 908 261</box>
lead-para: 2. ಮೂರು ಚೀನೀ ನಾಣ್ಯಗಳು ಫೆಂಗ್ ಶೂಯಿ ಪ್ರಕಾರ, ಕೆಂಪು ರಿಬ್ಬನ್‌ನಲ್ಲಿ ಕಟ್ಟಿದ ಮೂರು ಚೀನೀ ನಾಣ್ಯಗಳು ಸಮೃದ್ಧಿ ಮತ್ತು ಆರ್ಥಿಕ ಪ್ರಗತಿಯ ಪ್ರಬಲ ಸಂಕೇತವಾಗಿವೆ. ಇವುಗಳನ್ನು ಮನೆಯಲ್ಲಿ ಇಡುವುದು ಆರ್ಥಿಕ ಸ್ಥಿತಿಯನ್ನು ಬಲಪಡಿಸುತ್ತದೆ. ಈ ನಾಣ್ಯಗಳನ್ನು ಮನೆಯ ಮುಖ್ಯ ದ್ವಾರ-ಕ್ಕೆ ನೇತುಹಾಕುವುದರಿಂದ ನಕಾರಾತ್ಮಕ ಶಕ್ತಿಯ ಪ್ರವೇಶವನ್ನು ತಡೆಯಬಹುದು ಮತ್ತು ಮನೆಯಲ್ಲಿ ಸಕಾರಾತ್ಮಕ ಶಕ್ತಿಯ ಹರಿವನ್ನು ಹೆಚ್ಚಿಸಬಹುದು. <box>50 742 328 872</box>
laughing-buddha-icon <box>418 828 633 1030</box>
ornament-ball-icon <box>911 630 990 709</box>
column-divider <box>497 1076 499 2286</box>
kashaya-col-4: ಅರಿಶಿನ ಹಾಕಿ. ಇದೆಲ್ಲಾ ವಸ್ತುಗಳ ಹಾಕಿ ಸಣ್ಣ ಉರಿಯಲ್ಲಿ 2 ನಿಮಿಷ ಕುದಿಬಲು ಬಿಡಿ. ನೀವು ಈ ಎಲ್ಲಾ ವಸ್ತುಗಳನ್ನು ಜಜ್ಜಿ ಪುಡಿ ಮಾಡಿಕೊಂಡು ಸಹ ಹಾಕಬಹುದು. ನೀವು ಹೀಗೆ ಪುಡಿ ಮಾಡುವುದು ಅಥವಾ ಸಣ್ಣ ಜಜ್ಜಿಕೊಳ್ಳುವುದು ಸುಲಭವಾಗುತ್ತದೆ. 2 ನಿಮಿಷ ಕುದಿಸಿದ ಬಳಿಕ ಇದಕ್ಕೆ ಸಕ್ಕರೆ ಅಥವಾ ಬೆಲ್ಲ ಹಾಕಿಕೊಳ್ಳಿ. ಸಕ್ಕರೆಗಿಂತ ಬೆಲ್ಲ ಬಳಸುವುದು ಉತ್ತಮ. ಈಗ ಒಲೆ ಆಫ್ ಮಾಡಿಕೊಂಡು ಜರಡಿ ಹಿಡಿದು ಈ ಶುಂಠಿ ಕಷಾಯವನ್ನು ಬಸಿದುಕೊಳ್ಳಿ. ಇಷ್ಟಾದರೆ ನೀವು ಮುಂದೆ ಶುಂಠಿ ಕಷಾಯ ಸವಿದ್ದಾಗುತ್ತದೆ. ಬಿಸಿಬಿಸಿಯಾದ ಈ ಶುಂಠಿ ಕಷಾಯ ನಿಮ್ಮ ಆರೋಗ್ಯ-ಕ್ಕೆ ಸ್ವಲ್ಪ ನೀಡಲಿದೆ. ಹಾಗೆ ನಿಮ್ಮ ಕೆಮ್ಮು, ಶೀತ ಸಮಸ್ಯೆಗಳನ್ನು ಬಗೆಹರಿಸಲಿದೆ. ನೀವು ಸಹ ಮನೆಯಲ್ಲಿ ಈ ರೀತಿ ಮಾಡಿ ಸವಿದು ನೋಡಿ. ಇದನ್ನು ಮನೆಯ ಎಲ್ಲಾ ಸದಸ್ಯರು ಸಹ ಸವಿಯಬಹುದು. ಇದು ನಿಮ್ಮಲ್ಲಿನ ಕಾಲೋಚಿತ ಕೆಮ್ಮು, ನೆಗಡಿ, ಜ್ವರದಂತಹ ಸಮಸ್ಯೆಗಳ ನಿವಾರಣೆಗೆ ಉಪಕಾರಿಯಾಗಲಿದೆ. ಮಕ್ಕಳಿಗೂ ಕೂಡ ನೀಡಬಹುದು. ಅದ್ರೆ ಕಾಲು ಕಪ್‌ನಷ್ಟು ಕಷಾಯ ಮಾತ್ರ ಮಕ್ಕಳಿಗೆ ಮಾಡಿ ನೀಡಿ. ಚಳಿಗಾಲದಲ್ಲಿ ಇದು ನಿಮ್ಮ ಆರೋಗ್ಯ ಸಂಜೀವಿನಿ ಆಗಿರಲಿದೆ. <box>270 1726 493 2123</box>
bedroom-photo <box>785 1797 1191 2117</box>
lucky-items-illustration <box>331 554 1127 1058</box>
bedroom-col-3: ಇಡುವುದರಿಂದ ಅಸ್ತವ್ಯಸ್ತತೆ ಮತ್ತು ನಕಾರಾತ್ಮಕತೆ ಹೆಚ್ಚುತ್ತದೆ. ಇಂತಹ ವಸ್ತುಗಳು ಜೀವನದಲ್ಲಿ ಅಡೆತಡೆಗಳನ್ನು ಸೃಷ್ಟಿಸುತ್ತವೆ ಎಂದು ವಾಸ್ತು ಹೇಳುತ್ತದೆ. ಮಲಗುವ ಕೋಣೆಯನ್ನು ಯಾವಾಗಲೂ ಸ್ವಚ್ಛವಾಗಿಡಿ ಮತ್ತು ಅನುಪಯುಕ್ತ ವಸ್ತುಗಳನ್ನು ಆಗಾಗ್ಗೆ ತೆಗೆಯಿರಿ. ಹರಿತವಾದ ವಸ್ತುಗಳು ಚಾಕು, ಕತ್ತರಿ ಅಥವಾ ಕತ್ತಿಯಂತಹ ಹರಿತವಾದ ವಸ್ತುಗಳನ್ನು ಮಲಗುವ ಕೋಣೆಯಲ್ಲಿ ಇಡುವುದು ಅಶುಭ ಎಂದು ಪರಿಗಣಿಸಲಾಗುತ್ತದೆ. ಇವು ಮಾನಸಿಕ ಒತ್ತಡ ಮತ್ತು ಸಂಬಂಧಗಳಲ್ಲಿ ಬಿರುಕುಗಳಿಗೆ ಕಾರಣವಾಗಬಹುದು. ಅಂತಹ ವಸ್ತುಗಳನ್ನು ಅಡುಗೆಮನೆಯಲ್ಲಿ ಅಥವಾ ಸುರಕ್ಷಿತ ಸ್ಥಳದಲ್ಲಿ ಇರಿಸುವುದು ಉತ್ತಮ. ನಕಾರಾತ್ಮಕ ಚಿತ್ರಗಳು ಹಿಂಸೆ, ಯುದ್ಧ, ಕಾಡು ಪ್ರಾಣಿಗಳು, ಅಳುತ್ತಿರುವ ಜನರು ಅಥವಾ ಭಯಾನಕ ದೃಶ್ಯಗಳನ್ನು ಒಳಗೊಂಡಿರುವ ವರ್ಣಚಿತ್ರಗಳು ಮಲಗುವ ಕೋಣೆಯಲ್ಲಿ ಹಾಕಬಾರದು. ಈ ಚಿತ್ರಗಳು ಮಾನಸಿಕ ಶಾಂತಿ ಮತ್ತು ನಿದ್ರೆಗೆ ಅಡ್ಡಿಪಡಿಸುತ್ತವೆ. ಬದಲಿಗೆ, ಪ್ರಕೃತಿ, ಹೂವುಗಳು ಅಥವಾ ಪ್ರೀತಿಯನ್ನು ಸಂಕೇತಿಸುವ ಸಕಾರಾತ್ಮಕ ಚಿತ್ರಗಳನ್ನು ಮಲಗುವ ಕೋಣೆಯಲ್ಲಿ ಇರಿಸಿ. ಪೂಜಾ ಸಾಮಗ್ರಿಗಳು ಮಲಗುವ ಕೋಣೆಯಲ್ಲಿ ಪೂಜಾ ಸಾಮಗ್ರಿಗಳನ್ನು ಇಡಬಾರದು. ಅಲ್ಲಿ ದೇವಾಲಯ ಅಥವಾ ಪೂಜಾ ಸಾಮಗ್ರಿಗಳನ್ನು ಇಡುವುದು ಸೂಕ್ತವಲ್ಲ. ಇದು ದೈವಿಕ ಶಕ್ತಿಗೆ ಅಗೌರವ ತೋರಿದಂತೆ ಮತ್ತು ಅಶಾಂತಿಗೆ ಕಾರಣವಾಗಬಹುದು. ಪೂಜಾ ಸ್ಥಳವನ್ನು ಮನೆಯ ಈಶಾನ್ಯ ಮೂಲೆಯಲ್ಲಿ (ವಾಯುವ್ಯ ದಿಕ್ಕು) ನಿರ್ಮಿಸುವುದು ಶುಭವೆಂದು ಪರಿಗಣಿಸಲಾಗಿದೆ. <box>1199 1679 1447 2133</box>
lead-intro <box>48 379 1444 487</box>
lucky-items-photo <box>331 554 1127 1058</box>
print-registration-marks <box>43 2290 160 2310</box>
lead-headline: ವರ್ಷಾಂತ್ಯದ ಮೊದಲು ಈ 5 ಅದೃಷ್ಟದ ವಸ್ತು ಮನೆಗೆ ತನ್ನಿ ಎಲ್ಲಾ ಸಮಸ್ಯೆಗಳಿಗೂ ಮುಕ್ತಿ <box>132 323 1358 373</box>
